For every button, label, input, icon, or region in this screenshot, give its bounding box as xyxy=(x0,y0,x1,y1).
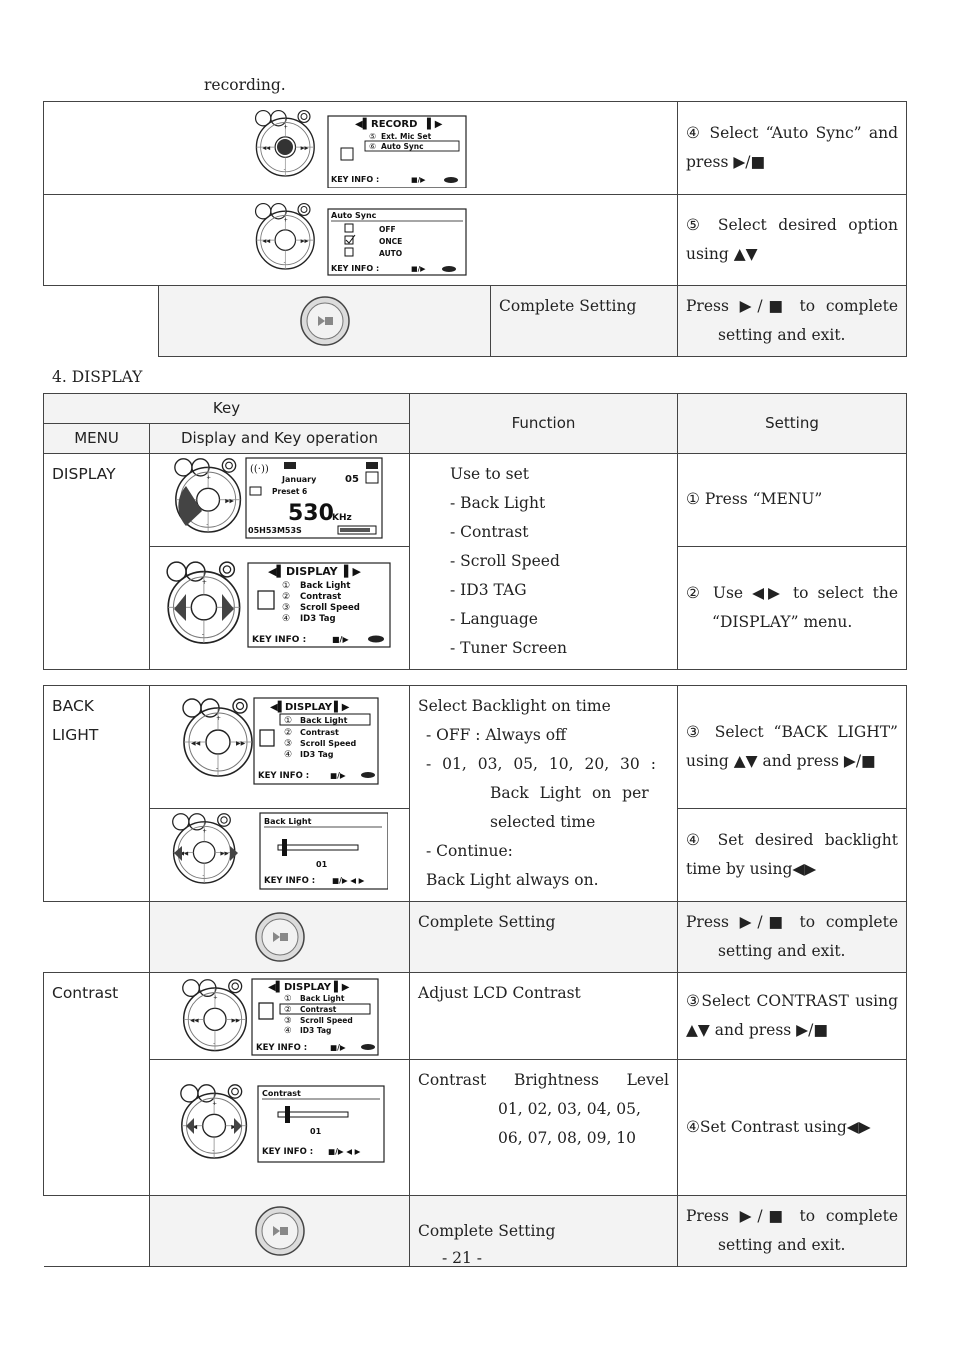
lcd-item: ID3 Tag xyxy=(300,750,334,759)
slider-title: Contrast xyxy=(262,1089,301,1098)
fn-line: selected time xyxy=(490,813,596,831)
lcd-item: Back Light xyxy=(300,716,348,725)
record-illustration-cell xyxy=(44,102,678,195)
lcd-item: Scroll Speed xyxy=(300,602,360,613)
svg-text:③: ③ xyxy=(284,1016,292,1026)
backlight-step-3: ③ Select “BACK LIGHT” using ▲▼ and press ▶/■ xyxy=(678,686,907,809)
contrast-step-4: ④Set Contrast using◀▶ xyxy=(678,1060,907,1196)
fn-line: 06, 07, 08, 09, 10 xyxy=(498,1129,637,1147)
fn-line: - Contrast xyxy=(450,523,529,541)
key-info-label: KEY INFO : xyxy=(258,771,310,781)
slider-title: Back Light xyxy=(264,816,312,826)
svg-text:④: ④ xyxy=(284,1026,292,1036)
slider-value: 01 xyxy=(310,1127,322,1136)
menu-contrast: Contrast xyxy=(44,973,150,1196)
svg-text:▌▶: ▌▶ xyxy=(426,119,442,130)
lcd-title: RECORD xyxy=(370,119,417,130)
contrast-menu-cell xyxy=(150,973,410,1060)
display-step-2: ② Use ◀▶ to select the “DISPLAY” menu. xyxy=(678,546,907,669)
backlight-step-4: ④ Set desired backlight time by using◀▶ xyxy=(678,808,907,901)
autosync-menu-illustration xyxy=(251,201,471,279)
svg-text:▌▶: ▌▶ xyxy=(334,702,350,713)
key-info-glyphs: ■/▶ xyxy=(330,1043,346,1052)
complete-function: Complete Setting xyxy=(410,902,678,973)
fn-line: 01, 02, 03, 04, 05, xyxy=(498,1100,641,1118)
key-info-label: KEY INFO : xyxy=(330,264,379,273)
header-function: Function xyxy=(410,394,678,454)
record-table xyxy=(43,101,907,357)
key-info-glyphs: ■/▶ ◀ ▶ xyxy=(332,875,365,885)
backlight-menu-cell xyxy=(150,686,410,809)
lcd-item: Contrast xyxy=(300,728,339,737)
contrast-step-3: ③Select CONTRAST using ▲▼ and press ▶/■ xyxy=(678,973,907,1060)
play-stop-key-cell xyxy=(159,286,491,357)
backlight-function xyxy=(410,686,678,902)
header-key: Key xyxy=(44,394,410,424)
record-step-4: ④ Select “Auto Sync” and press ▶/■ xyxy=(678,102,907,195)
complete-setting: Press ▶/■ to complete setting and exit. xyxy=(678,1196,907,1267)
fn-line: - Scroll Speed xyxy=(450,552,560,570)
key-info-label: KEY INFO : xyxy=(262,1147,314,1157)
menu-display: DISPLAY xyxy=(44,454,150,670)
svg-text:▌▶: ▌▶ xyxy=(344,564,361,578)
display-table xyxy=(43,393,907,670)
lcd-item: Back Light xyxy=(300,994,345,1003)
header-menu: MENU xyxy=(44,424,150,454)
key-info-glyphs: ■/▶ xyxy=(410,176,426,184)
key-info-glyphs: ■/▶ xyxy=(330,771,346,780)
backlight-slider-cell xyxy=(150,808,410,901)
lcd-title: Auto Sync xyxy=(330,211,376,220)
key-info-label: KEY INFO : xyxy=(252,634,307,645)
svg-text:◀▌: ◀▌ xyxy=(270,702,286,713)
complete-function: Complete Setting xyxy=(410,1196,678,1267)
lcd-item: Back Light xyxy=(300,580,351,591)
lcd-item: OFF xyxy=(378,225,396,234)
svg-text:②: ② xyxy=(284,1005,292,1015)
fn-line: - Tuner Screen xyxy=(450,639,568,657)
lcd-num: ⑤ xyxy=(368,132,376,141)
contrast-menu-illustration xyxy=(180,977,380,1057)
key-info-glyphs: ■/▶ xyxy=(410,265,426,273)
play-stop-button-icon xyxy=(300,296,350,346)
empty-cell xyxy=(44,902,150,973)
lcd-item: ONCE xyxy=(378,237,402,246)
header-display-key: Display and Key operation xyxy=(150,424,410,454)
svg-text:③: ③ xyxy=(284,739,293,749)
svg-text:◀▌: ◀▌ xyxy=(268,982,284,993)
fn-line: Select Backlight on time xyxy=(418,697,611,715)
backlight-contrast-table xyxy=(43,685,907,1267)
svg-text:①: ① xyxy=(284,716,293,726)
lcd-time: 05H53M53S xyxy=(248,526,302,535)
lcd-item: ID3 Tag xyxy=(300,1026,332,1035)
backlight-menu-illustration xyxy=(180,696,380,788)
radio-screen-illustration xyxy=(172,456,384,540)
section-title: 4. DISPLAY xyxy=(52,368,143,386)
lcd-item: Contrast xyxy=(300,591,342,602)
slider-value: 01 xyxy=(316,859,328,869)
menu-backlight: BACK LIGHT xyxy=(44,686,150,902)
svg-text:((·)): ((·)) xyxy=(250,464,269,475)
contrast-slider-cell xyxy=(150,1060,410,1196)
complete-setting: Press ▶/■ to complete setting and exit. xyxy=(678,902,907,973)
key-info-glyphs: ■/▶ xyxy=(332,634,349,644)
lcd-title: DISPLAY xyxy=(284,982,331,993)
lcd-num: ⑥ xyxy=(368,142,376,151)
svg-text:②: ② xyxy=(284,728,293,738)
fn-line: - Back Light xyxy=(450,494,546,512)
fn-line: - Language xyxy=(450,610,538,628)
fn-line: - 01, 03, 05, 10, 20, 30 : xyxy=(426,755,656,773)
contrast-slider-illustration xyxy=(178,1082,388,1164)
svg-text:▌▶: ▌▶ xyxy=(334,982,350,993)
svg-text:③: ③ xyxy=(282,602,291,613)
lcd-item: Scroll Speed xyxy=(300,1016,353,1025)
lcd-item: Contrast xyxy=(300,1005,337,1014)
fn-line: - OFF : Always off xyxy=(426,726,567,744)
display-step-1: ① Press “MENU” xyxy=(678,454,907,547)
svg-text:④: ④ xyxy=(282,613,291,624)
display-menu-illustration xyxy=(164,559,394,651)
lcd-item: Auto Sync xyxy=(380,142,424,151)
svg-text:◀▌: ◀▌ xyxy=(354,119,370,130)
key-info-label: KEY INFO : xyxy=(264,875,316,886)
lcd-month: January xyxy=(282,475,317,484)
lcd-item: Ext. Mic Set xyxy=(380,132,431,141)
header-setting: Setting xyxy=(678,394,907,454)
lcd-item: ID3 Tag xyxy=(300,613,336,624)
lcd-preset: Preset 6 xyxy=(272,487,308,496)
svg-text:◀▌: ◀▌ xyxy=(268,564,285,578)
svg-text:②: ② xyxy=(282,591,291,602)
backlight-slider-illustration xyxy=(168,811,388,891)
lcd-unit: KHz xyxy=(332,513,352,523)
lcd-item: Scroll Speed xyxy=(300,739,357,748)
complete-setting: Press ▶/■ to complete setting and exit. xyxy=(678,286,907,357)
lcd-title: DISPLAY xyxy=(285,702,332,713)
key-info-label: KEY INFO : xyxy=(256,1043,308,1053)
record-step-5: ⑤ Select desired option using ▲▼ xyxy=(678,195,907,286)
svg-text:①: ① xyxy=(282,580,291,591)
record-menu-illustration xyxy=(251,108,471,188)
lcd-title: DISPLAY xyxy=(286,564,338,578)
fn-line: - Continue: xyxy=(426,842,513,860)
svg-text:①: ① xyxy=(284,994,292,1004)
fn-line: Back Light always on. xyxy=(426,871,599,889)
play-stop-button-icon xyxy=(255,912,305,962)
radio-screen-cell xyxy=(150,454,410,547)
lcd-day: 05 xyxy=(345,474,359,485)
key-info-glyphs: ■/▶ ◀ ▶ xyxy=(328,1147,361,1156)
complete-function: Complete Setting xyxy=(491,286,678,357)
lcd-item: AUTO xyxy=(378,249,402,258)
fn-line: - ID3 TAG xyxy=(450,581,527,599)
svg-text:④: ④ xyxy=(284,750,293,760)
contrast-function-2 xyxy=(410,1060,678,1196)
display-menu-cell xyxy=(150,546,410,669)
play-stop-key-cell xyxy=(150,902,410,973)
lcd-frequency: 530 xyxy=(288,501,334,526)
fn-line: Contrast Brightness Level xyxy=(418,1071,669,1089)
key-info-label: KEY INFO : xyxy=(330,175,379,184)
empty-cell xyxy=(44,286,159,357)
page-number: - 21 - xyxy=(441,1249,483,1267)
autosync-illustration-cell xyxy=(44,195,678,286)
contrast-function-1: Adjust LCD Contrast xyxy=(410,973,678,1060)
display-function xyxy=(410,454,678,670)
top-fragment-text: recording. xyxy=(204,76,286,94)
fn-line: Use to set xyxy=(450,465,529,483)
fn-line: Back Light on per xyxy=(490,784,649,802)
